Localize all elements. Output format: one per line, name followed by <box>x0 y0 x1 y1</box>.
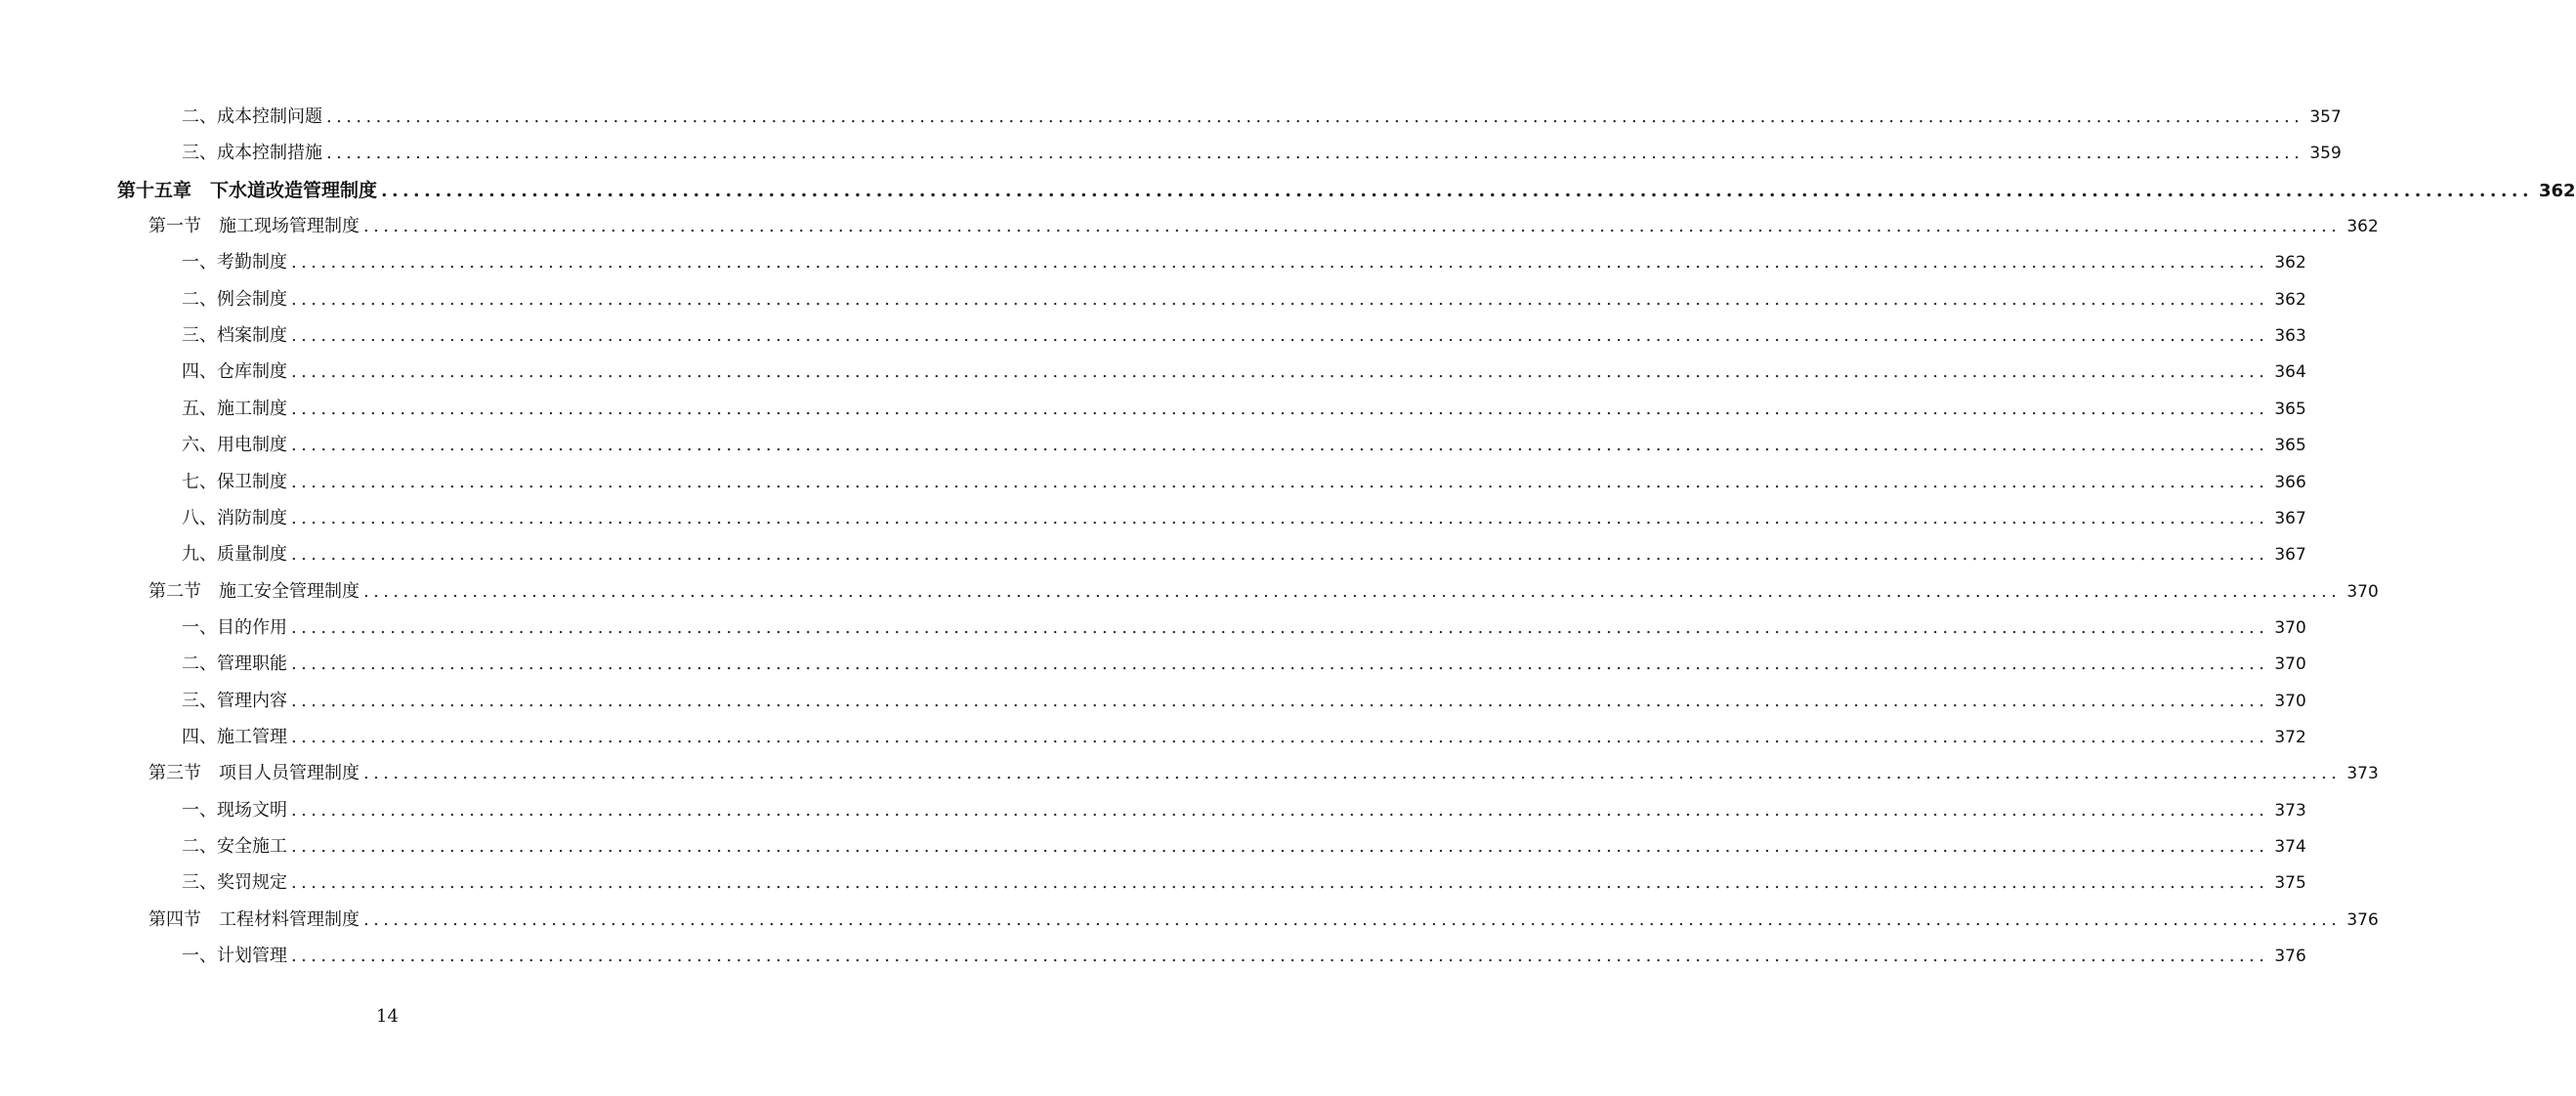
toc-entry-title: 二、例会制度 <box>182 288 287 310</box>
dot-leader: ........................................................................................................................................................................................................ <box>291 872 2269 894</box>
toc-entry-item[interactable] <box>182 943 2306 970</box>
toc-entry-title: 四、施工管理 <box>182 726 287 747</box>
toc-entry-item[interactable] <box>182 286 2306 314</box>
dot-leader: ........................................................................................................................................................................................................ <box>291 653 2269 675</box>
dot-leader: ........................................................................................................................................................................................................ <box>291 836 2269 857</box>
toc-entry-page: 370 <box>2274 617 2306 638</box>
toc-entry-section[interactable] <box>148 578 2379 606</box>
toc-entry-item[interactable] <box>182 833 2306 861</box>
dot-leader: ........................................................................................................................................................................................................ <box>291 616 2269 638</box>
toc-entry-page: 359 <box>2309 144 2342 164</box>
toc-entry-item[interactable] <box>182 469 2306 496</box>
toc-entry-title: 二、安全施工 <box>182 836 287 857</box>
dot-leader: ........................................................................................................................................................................................................ <box>291 325 2269 347</box>
toc-entry-item[interactable] <box>182 322 2306 350</box>
toc-entry-page: 370 <box>2274 654 2306 675</box>
dot-leader: ........................................................................................................................................................................................................ <box>291 288 2269 310</box>
toc-entry-item[interactable] <box>182 140 2342 167</box>
toc-entry-title: 一、目的作用 <box>182 616 287 638</box>
dot-leader: ........................................................................................................................................................................................................ <box>291 435 2269 456</box>
toc-entry-item[interactable] <box>182 432 2306 459</box>
toc-entry-section[interactable] <box>148 760 2379 787</box>
dot-leader: ........................................................................................................................................................................................................ <box>363 216 2342 237</box>
toc-entry-page: 366 <box>2274 472 2306 492</box>
dot-leader: ........................................................................................................................................................................................................ <box>291 544 2269 566</box>
dot-leader: ........................................................................................................................................................................................................ <box>363 580 2342 602</box>
toc-entry-title: 七、保卫制度 <box>182 471 287 492</box>
dot-leader: ........................................................................................................................................................................................................ <box>291 361 2269 383</box>
toc-entry-page: 376 <box>2346 909 2379 930</box>
toc-entry-page: 372 <box>2274 727 2306 747</box>
toc-entry-section[interactable] <box>148 213 2379 240</box>
toc-entry-page: 367 <box>2274 508 2306 528</box>
toc-entry-title: 第二节 施工安全管理制度 <box>148 580 359 602</box>
toc-entry-item[interactable] <box>182 104 2342 131</box>
toc-entry-page: 363 <box>2274 326 2306 347</box>
toc-entry-title: 五、施工制度 <box>182 398 287 419</box>
toc-entry-page: 362 <box>2346 217 2379 237</box>
dot-leader: ........................................................................................................................................................................................................ <box>291 507 2269 528</box>
toc-entry-page: 370 <box>2274 691 2306 711</box>
toc-entry-title: 四、仓库制度 <box>182 361 287 383</box>
toc-entry-item[interactable] <box>182 724 2306 751</box>
toc-entry-chapter[interactable] <box>117 177 2576 204</box>
toc-entry-item[interactable] <box>182 249 2306 276</box>
toc-entry-title: 三、档案制度 <box>182 325 287 347</box>
toc-entry-item[interactable] <box>182 541 2306 569</box>
toc-entry-item[interactable] <box>182 614 2306 642</box>
toc-entry-title: 三、成本控制措施 <box>182 143 322 164</box>
toc-entry-item[interactable] <box>182 358 2306 386</box>
toc-entry-item[interactable] <box>182 869 2306 897</box>
dot-leader: ........................................................................................................................................................................................................ <box>291 690 2269 711</box>
dot-leader: ........................................................................................................................................................................................................ <box>291 799 2269 821</box>
dot-leader: ........................................................................................................................................................................................................ <box>363 763 2342 784</box>
toc-entry-page: 373 <box>2274 800 2306 821</box>
toc-entry-title: 二、成本控制问题 <box>182 106 322 127</box>
dot-leader: ........................................................................................................................................................................................................ <box>326 106 2304 127</box>
toc-entry-page: 357 <box>2309 107 2342 127</box>
toc-entry-page: 376 <box>2274 947 2306 967</box>
toc-entry-title: 第一节 施工现场管理制度 <box>148 216 359 237</box>
toc-entry-page: 365 <box>2274 399 2306 419</box>
dot-leader: ........................................................................................................................................................................................................ <box>291 726 2269 747</box>
toc-entry-page: 362 <box>2538 180 2576 201</box>
dot-leader: ........................................................................................................................................................................................................ <box>291 471 2269 492</box>
dot-leader: ........................................................................................................................................................................................................ <box>363 908 2342 930</box>
toc-entry-title: 八、消防制度 <box>182 507 287 528</box>
dot-leader: ........................................................................................................................................................................................................ <box>326 143 2304 164</box>
dot-leader: ........................................................................................................................................................................................................ <box>291 398 2269 419</box>
toc-entry-title: 第三节 项目人员管理制度 <box>148 763 359 784</box>
toc-entry-page: 367 <box>2274 545 2306 566</box>
page-number: 14 <box>376 1006 399 1027</box>
toc-entry-section[interactable] <box>148 906 2379 934</box>
toc-entry-item[interactable] <box>182 688 2306 715</box>
toc-entry-item[interactable] <box>182 797 2306 824</box>
toc-entry-title: 三、奖罚规定 <box>182 872 287 894</box>
toc-entry-title: 第四节 工程材料管理制度 <box>148 908 359 930</box>
toc-entry-title: 六、用电制度 <box>182 435 287 456</box>
toc-entry-title: 一、考勤制度 <box>182 252 287 274</box>
toc-entry-page: 373 <box>2346 764 2379 784</box>
toc-entry-page: 370 <box>2346 581 2379 602</box>
toc-entry-page: 362 <box>2274 289 2306 310</box>
toc-entry-title: 二、管理职能 <box>182 653 287 675</box>
dot-leader: ........................................................................................................................................................................................................ <box>291 946 2269 967</box>
toc-entry-title: 一、现场文明 <box>182 799 287 821</box>
toc-entry-page: 365 <box>2274 436 2306 456</box>
dot-leader: ........................................................................................................................................................................................................ <box>381 179 2533 201</box>
toc-entry-page: 364 <box>2274 362 2306 383</box>
toc-entry-page: 375 <box>2274 873 2306 894</box>
toc-entry-item[interactable] <box>182 505 2306 532</box>
toc-entry-title: 第十五章 下水道改造管理制度 <box>117 179 378 201</box>
toc-entry-page: 374 <box>2274 837 2306 857</box>
toc-entry-page: 362 <box>2274 253 2306 274</box>
toc-entry-item[interactable] <box>182 396 2306 423</box>
toc-entry-title: 三、管理内容 <box>182 690 287 711</box>
toc-entry-title: 一、计划管理 <box>182 946 287 967</box>
toc-entry-item[interactable] <box>182 651 2306 678</box>
dot-leader: ........................................................................................................................................................................................................ <box>291 252 2269 274</box>
toc-entry-title: 九、质量制度 <box>182 544 287 566</box>
